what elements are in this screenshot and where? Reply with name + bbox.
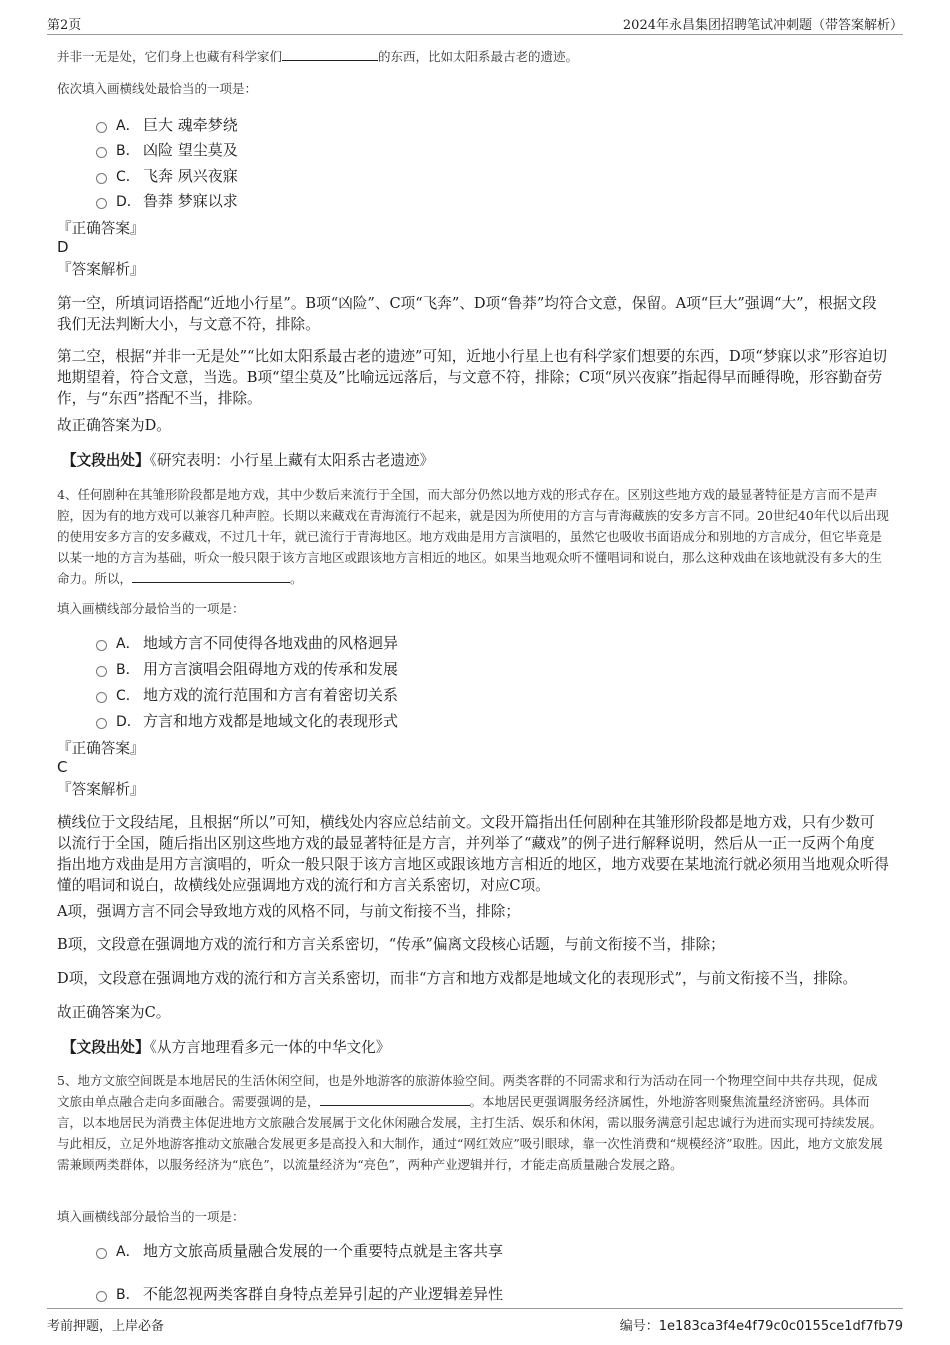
footer-slogan: 考前押题，上岸必备 (47, 1319, 165, 1334)
document-code: 编号：1e183ca3f4e4f79c0c0155ce1df7fb79 (619, 1319, 903, 1334)
q3-analysis-p3: 故正确答案为D。 (57, 417, 171, 434)
fill-blank (320, 1093, 470, 1106)
radio-icon[interactable] (96, 666, 107, 677)
q3-analysis-p2: 第二空，根据“并非一无是处”“比如太阳系最古老的遗迹”可知，近地小行星上也有科学家们想要的东西，D项“梦寐以求”形容迫切地期望着，符合文意，当选。B项“望尘莫及”比喻远远落后，与文意不符，排除；C项“夙兴夜寐”指起得早而睡得晚，形容勤奋劳作，与“东西”搭配不当，排除。 (57, 348, 887, 407)
q4-stem: 4、任何剧种在其雏形阶段都是地方戏，其中少数后来流行于全国，而大部分仍然以地方戏的形式存在。区别这些地方戏的最显著特征是方言而不是声腔，因为有的地方戏可以兼容几种声腔。长期以来藏戏在青海流行不起来，就是因为所使用的方言与青海藏族的安多方言不同。20世纪40年代以后出现的使用安多方言的安多藏戏，不过几十年，就已流行于青海地区。地方戏曲是用方言演唱的，虽然它也吸收书面语成分和别地的方言成分，但它毕竟是以某一地的方言为基础，听众一般只限于该方言地区或跟该地方言相近的地区。如果当地观众听不懂唱词和说白，那么这种戏曲在该地就没有多大的生命力。所以， 。 (57, 487, 889, 586)
radio-icon[interactable] (96, 147, 107, 158)
document-title: 2024年永昌集团招聘笔试冲刺题（带答案解析） (622, 18, 903, 33)
q4-analysis-p1: 横线位于文段结尾，且根据“所以”可知，横线处内容应总结前文。文段开篇指出任何剧种在其雏形阶段都是地方戏，只有少数可以流行于全国，随后指出区别这些地方戏的最显著特征是方言，并列举了“藏戏”的例子进行解释说明，然后从一正一反两个角度指出地方戏曲是用方言演唱的，听众一般只限于该方言地区或跟该地方言相近的地区，地方戏要在某地流行就必须用当地观众听得懂的唱词和说白，故横线处应强调地方戏的流行和方言关系密切，对应C项。 (57, 814, 889, 894)
q4-option-d[interactable]: D． 方言和地方戏都是地域文化的表现形式 (96, 711, 398, 732)
q3-option-a[interactable]: A． 巨大 魂牵梦绕 (96, 115, 238, 136)
q4-analysis-label: 『答案解析』 (57, 781, 145, 798)
q3-analysis-label: 『答案解析』 (57, 261, 145, 278)
q3-option-c[interactable]: C． 飞奔 夙兴夜寐 (96, 166, 238, 187)
radio-icon[interactable] (96, 692, 107, 703)
radio-icon[interactable] (96, 122, 107, 133)
page-footer (47, 1308, 903, 1339)
q4-analysis-p5: 故正确答案为C。 (57, 1004, 171, 1021)
radio-icon[interactable] (96, 640, 107, 651)
radio-icon[interactable] (96, 1291, 107, 1302)
q3-source: 【文段出处】《研究表明：小行星上藏有太阳系古老遗迹》 (62, 452, 435, 469)
radio-icon[interactable] (96, 1248, 107, 1259)
q4-analysis-p3: B项，文段意在强调地方戏的流行和方言关系密切，“传承”偏离文段核心话题，与前文衔接不当，排除； (57, 936, 725, 953)
q4-option-c[interactable]: C． 地方戏的流行范围和方言有着密切关系 (96, 685, 398, 706)
q4-option-a[interactable]: A． 地域方言不同使得各地戏曲的风格迥异 (96, 633, 398, 654)
page-header (47, 12, 903, 35)
q4-answer-label: 『正确答案』 (57, 740, 145, 757)
q5-option-a[interactable]: A． 地方文旅高质量融合发展的一个重要特点就是主客共享 (96, 1241, 503, 1262)
q4-analysis-p4: D项，文段意在强调地方戏的流行和方言关系密切，而非“方言和地方戏都是地域文化的表现形式”，与前文衔接不当，排除。 (57, 970, 858, 987)
q3-answer: D (57, 238, 69, 256)
fill-blank (282, 48, 378, 61)
radio-icon[interactable] (96, 718, 107, 729)
q4-prompt: 填入画横线部分最恰当的一项是： (57, 601, 245, 616)
q3-stem: 并非一无是处，它们身上也藏有科学家们 的东西，比如太阳系最古老的遗迹。 (57, 49, 579, 64)
q5-prompt: 填入画横线部分最恰当的一项是： (57, 1209, 245, 1224)
radio-icon[interactable] (96, 198, 107, 209)
radio-icon[interactable] (96, 173, 107, 184)
q4-answer: C (57, 758, 68, 776)
q5-option-b[interactable]: B． 不能忽视两类客群自身特点差异引起的产业逻辑差异性 (96, 1284, 503, 1305)
q3-answer-label: 『正确答案』 (57, 220, 145, 237)
q4-option-b[interactable]: B． 用方言演唱会阻碍地方戏的传承和发展 (96, 659, 398, 680)
q3-analysis-p1: 第一空，所填词语搭配“近地小行星”。B项“凶险”、C项“飞奔”、D项“鲁莽”均符合文意，保留。A项“巨大”强调“大”，根据文段我们无法判断大小，与文意不符，排除。 (57, 295, 877, 333)
fill-blank (132, 570, 290, 583)
q5-stem: 5、地方文旅空间既是本地居民的生活休闲空间，也是外地游客的旅游体验空间。两类客群的不同需求和行为活动在同一个物理空间中共存共现，促成文旅由单点融合走向多面融合。需要强调的是， 。本地居民更强调服务经济属性，外地游客则聚焦流量经济密码。具体而言，以本地居民为消费主体促进地方文旅融合发展属于文化休闲融合发展，主打生活、娱乐和休闲，需以服务满意引起忠诚行为进而实现可持续发展。与此相反，立足外地游客推动文旅融合发展更多是高投入和大制作，通过“网红效应”吸引眼球，靠一次性消费和“规模经济”取胜。因此，地方文旅发展需兼顾两类群体，以服务经济为“底色”，以流量经济为“亮色”，两种产业逻辑并行，才能走高质量融合发展之路。 (57, 1073, 883, 1172)
page-number: 第2页 (47, 18, 82, 33)
q3-option-d[interactable]: D． 鲁莽 梦寐以求 (96, 191, 238, 212)
q3-option-b[interactable]: B． 凶险 望尘莫及 (96, 140, 238, 161)
q4-analysis-p2: A项，强调方言不同会导致地方戏的风格不同，与前文衔接不当，排除； (57, 903, 520, 920)
q3-prompt: 依次填入画横线处最恰当的一项是： (57, 81, 258, 96)
q4-source: 【文段出处】《从方言地理看多元一体的中华文化》 (62, 1039, 391, 1056)
